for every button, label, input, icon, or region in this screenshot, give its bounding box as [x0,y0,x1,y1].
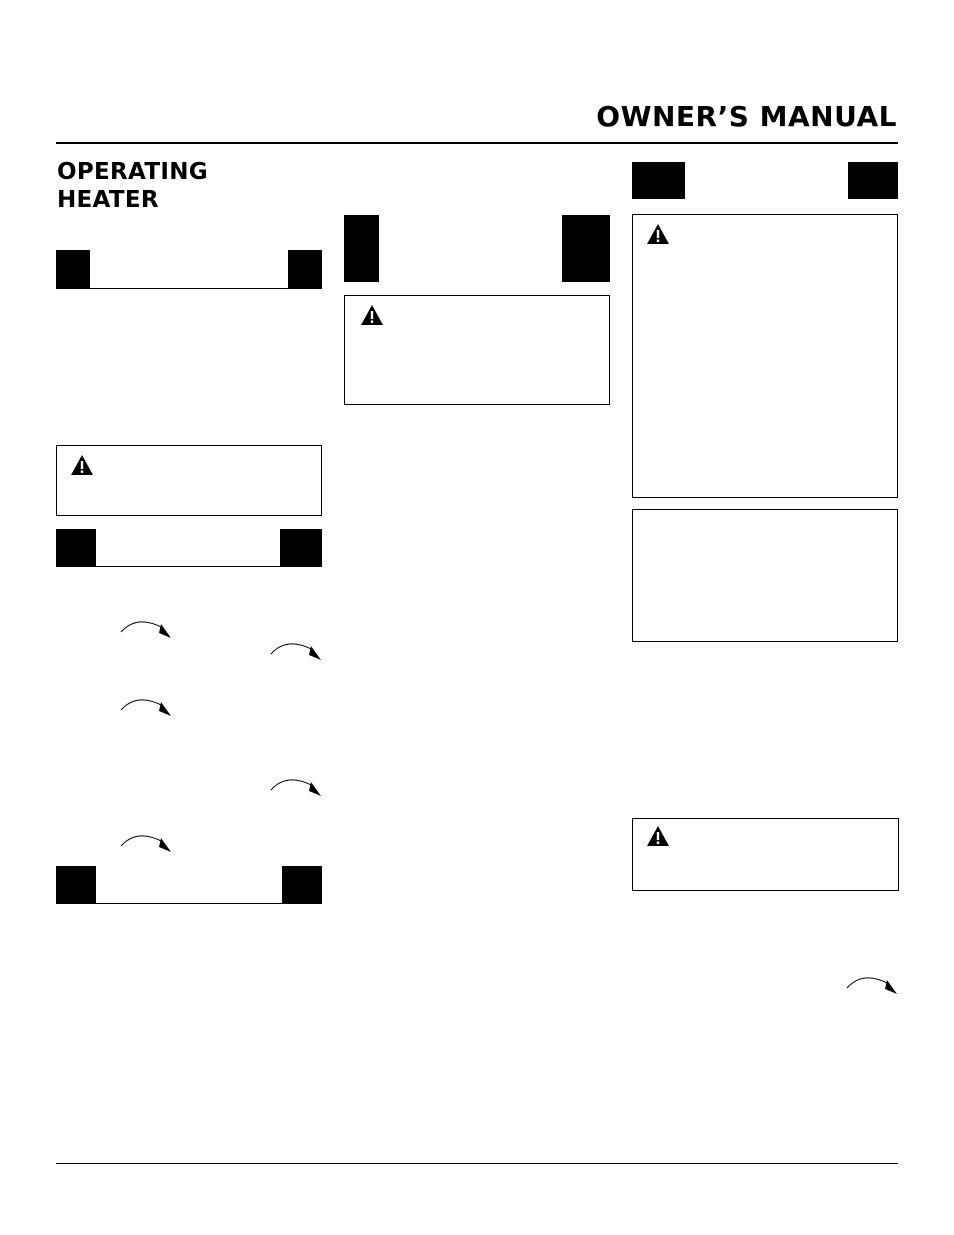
middle-header-block-left [344,215,379,282]
warning-box-2 [344,295,610,405]
warning-box-4 [632,818,899,891]
section-title-line-1: OPERATING [57,159,208,185]
warning-triangle-icon [646,825,670,847]
right-header-block-left [632,162,685,199]
curved-arrow-icon [269,634,323,668]
curved-arrow-icon [119,826,173,860]
warning-box-3 [632,214,898,498]
step-number-block-3-right [282,866,322,904]
warning-triangle-icon [360,304,384,326]
curved-arrow-icon [269,770,323,804]
page-header-title: OWNER’S MANUAL [596,100,897,133]
warning-triangle-icon [646,223,670,245]
right-header-block-right [848,162,898,199]
curved-arrow-icon [119,690,173,724]
notice-box [632,509,898,642]
warning-box-1 [56,445,322,516]
step-number-block-1-left [56,250,90,289]
step-number-block-1-right [288,250,322,289]
step-header-bar-1 [56,250,322,289]
section-title-line-2: HEATER [57,187,159,213]
step-number-block-2-left [56,529,96,567]
footer-rule [56,1163,898,1164]
step-number-block-3-left [56,866,96,904]
curved-arrow-icon [845,968,899,1002]
step-number-block-2-right [280,529,322,567]
warning-triangle-icon [70,454,94,476]
header-rule [56,142,898,144]
middle-header-block-right [562,215,610,282]
section-title [57,158,208,214]
curved-arrow-icon [119,612,173,646]
